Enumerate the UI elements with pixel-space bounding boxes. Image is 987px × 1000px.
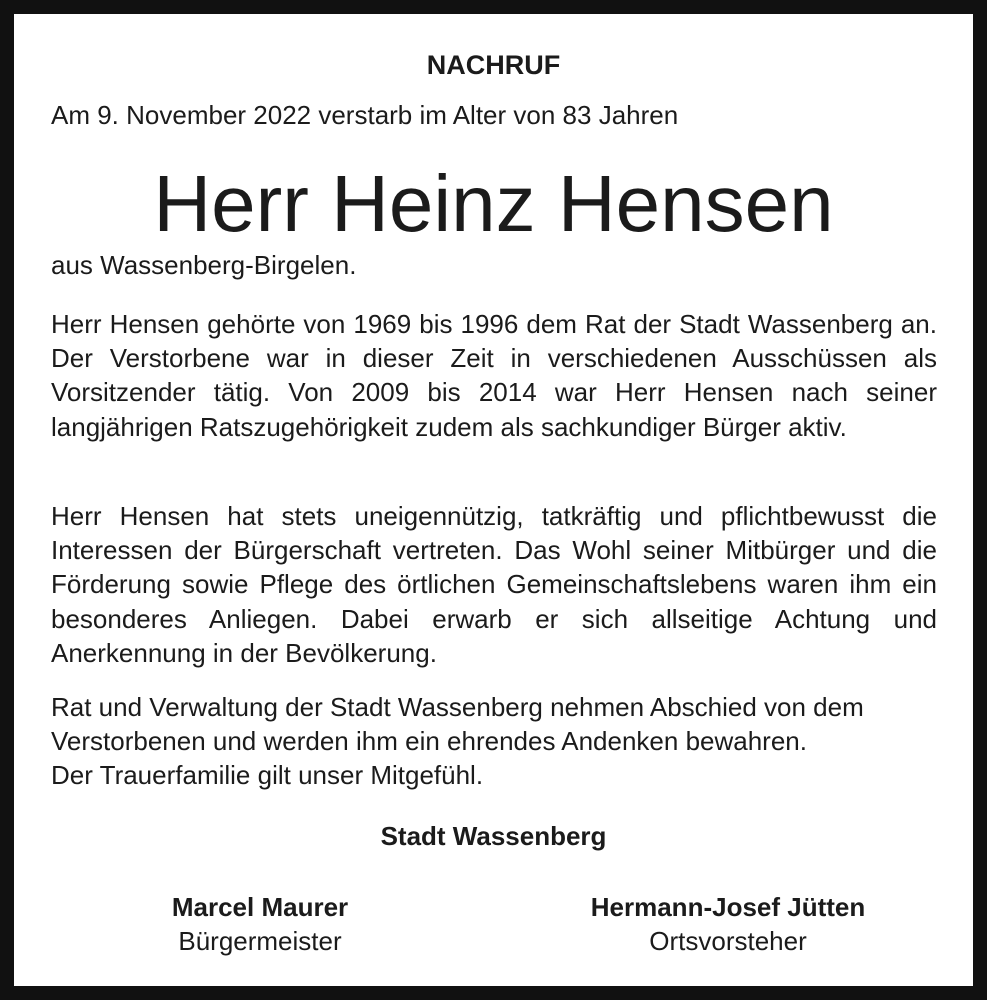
origin-text: aus Wassenberg-Birgelen.	[51, 250, 357, 280]
paragraph-career: Herr Hensen gehörte von 1969 bis 1996 dem Rat der Stadt Wassenberg an. Der Verstorbene war in dieser Zeit in verschiedenen Ausschüssen als Vorsitzender tätig. Von 2009 bis 2014 war Herr Hensen nach seiner langjährigen Ratszugehörigkeit zudem als sachkundiger Bürger aktiv.	[51, 309, 937, 442]
paragraph-merits: Herr Hensen hat stets uneigennützig, tatkräftig und pflichtbewusst die Interessen der Bürgerschaft vertreten. Das Wohl seiner Mitbürger und die Förderung sowie Pflege des örtlichen Gemeinschaftslebens waren ihm ein besonderes Anliegen. Dabei erwarb er sich allseitige Achtung und Anerkennung in der Bevölkerung.	[51, 501, 937, 668]
intro-text: Am 9. November 2022 verstarb im Alter von 83 Jahren	[51, 100, 679, 130]
signatory-district-head	[528, 890, 928, 958]
signatory-role: Ortsvorsteher	[649, 926, 807, 956]
paragraph-farewell	[51, 690, 937, 793]
notice-heading: NACHRUF	[426, 50, 561, 80]
signatory-name: Marcel Maurer	[171, 892, 349, 922]
signatory-mayor	[110, 890, 410, 958]
organization-name: Stadt Wassenberg	[380, 821, 607, 851]
deceased-name: Herr Heinz Hensen	[153, 159, 834, 248]
farewell-line: Verstorbenen und werden ihm ein ehrendes Andenken bewahren.	[51, 726, 807, 757]
signatory-role: Bürgermeister	[178, 926, 342, 956]
farewell-line: Rat und Verwaltung der Stadt Wassenberg nehmen Abschied von dem	[51, 692, 864, 722]
farewell-line: Der Trauerfamilie gilt unser Mitgefühl.	[51, 760, 484, 791]
signatory-name: Hermann-Josef Jütten	[590, 892, 866, 922]
